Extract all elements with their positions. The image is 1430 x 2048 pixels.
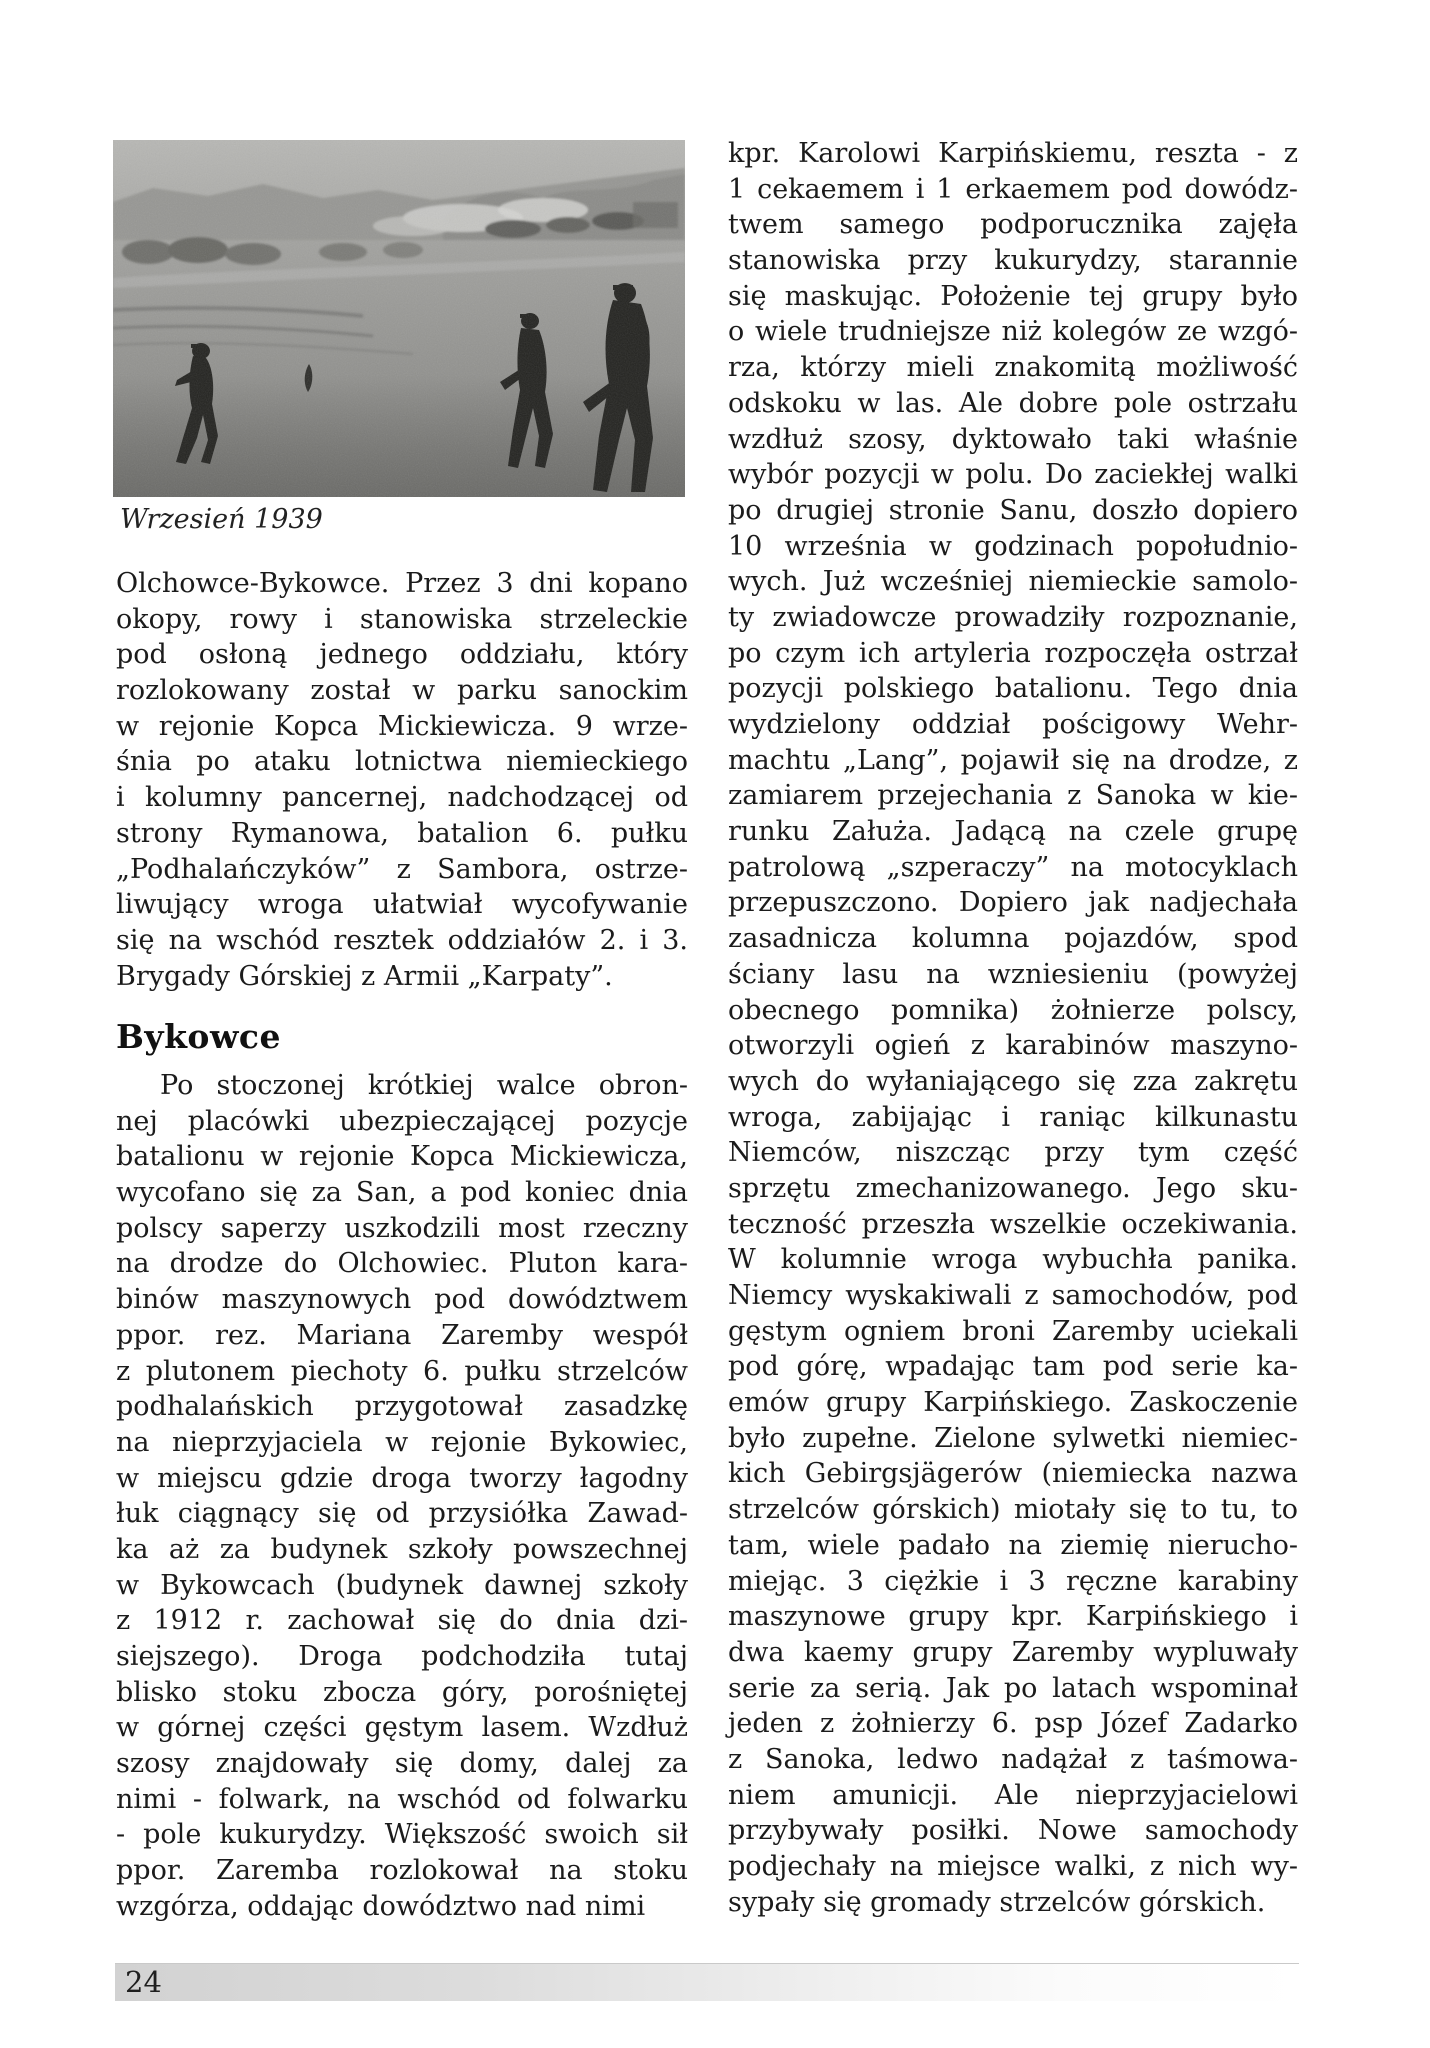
film-grain-overlay (113, 140, 685, 497)
text-line: runku Załuża. Jadącą na czele grupę (728, 816, 1298, 848)
text-line: śnia po ataku lotnictwa niemieckiego (116, 746, 688, 778)
text-line: na nieprzyjaciela w rejonie Bykowiec, (116, 1426, 688, 1458)
text-line: strony Rymanowa, batalion 6. pułku (116, 817, 688, 849)
text-line: okopy, rowy i stanowiska strzeleckie (116, 603, 688, 635)
text-line: rza, którzy mieli znakomitą możliwość (728, 352, 1298, 384)
text-line: wzgórza, oddając dowództwo nad nimi (116, 1890, 646, 1922)
text-line: patrolową „szperaczy” na motocyklach (728, 851, 1298, 883)
text-line: przepuszczono. Dopiero jak nadjechała (728, 887, 1298, 919)
text-line: z 1912 r. zachował się do dnia dzi- (116, 1605, 688, 1637)
text-line: ty zwiadowcze prowadziły rozpoznanie, (728, 601, 1298, 633)
text-line: binów maszynowych pod dowództwem (116, 1284, 688, 1316)
text-line: Po stoczonej krótkiej walce obron- (160, 1070, 688, 1101)
text-line: gęstym ogniem broni Zaremby uciekali (728, 1315, 1298, 1347)
footer-bar (115, 1963, 1299, 2001)
text-line: w górnej części gęstym lasem. Wzdłuż (116, 1712, 688, 1744)
text-line: po czym ich artyleria rozpoczęła ostrzał (728, 637, 1298, 669)
text-line: z Sanoka, ledwo nadążał z taśmowa- (728, 1743, 1298, 1775)
text-line: Brygady Górskiej z Armii „Karpaty”. (116, 960, 613, 992)
text-line: ppor. Zaremba rozlokował na stoku (116, 1855, 688, 1887)
text-line: strzelców górskich) miotały się to tu, to (728, 1494, 1298, 1526)
text-line: ppor. rez. Mariana Zaremby wespół (116, 1319, 688, 1351)
text-line: - pole kukurydzy. Większość swoich sił (116, 1819, 688, 1851)
text-line: nej placówki ubezpieczającej pozycje (116, 1105, 688, 1137)
text-line: Olchowce-Bykowce. Przez 3 dni kopano (116, 568, 688, 599)
text-line: liwujący wroga ułatwiał wycofywanie (116, 889, 688, 921)
text-line: się maskując. Położenie tej grupy było (728, 280, 1298, 312)
text-line: wroga, zabijając i raniąc kilkunastu (728, 1101, 1298, 1133)
paragraph-bykowce-left (116, 1068, 688, 1925)
text-line: jeden z żołnierzy 6. psp Józef Zadarko (728, 1708, 1298, 1740)
text-line: w miejscu gdzie droga tworzy łagodny (116, 1462, 688, 1494)
text-line: stanowiska przy kukurydzy, starannie (728, 245, 1298, 277)
text-line: batalionu w rejonie Kopca Mickiewicza, (116, 1141, 688, 1173)
text-line: rozlokowany został w parku sanockim (116, 675, 688, 707)
text-line: dwa kaemy grupy Zaremby wypluwały (728, 1636, 1298, 1668)
text-line: wych. Już wcześniej niemieckie samolo- (728, 566, 1298, 598)
text-line: nimi - folwark, na wschód od folwarku (116, 1783, 688, 1815)
text-line: kich Gebirgsjägerów (niemiecka nazwa (728, 1458, 1298, 1490)
text-line: sypały się gromady strzelców górskich. (728, 1886, 1266, 1918)
photo-caption: Wrzesień 1939 (120, 504, 323, 535)
text-line: zasadnicza kolumna pojazdów, spod (728, 923, 1298, 955)
text-line: wydzielony oddział pościgowy Wehr- (728, 709, 1298, 740)
photo-image (113, 140, 685, 497)
text-line: pod osłoną jednego oddziału, który (116, 639, 688, 671)
paragraph-olchowce-bykowce (116, 566, 688, 994)
text-line: machtu „Lang”, pojawił się na drodze, z (728, 744, 1298, 776)
text-line: wych do wyłaniającego się zza zakrętu (728, 1065, 1298, 1097)
text-line: polscy saperzy uszkodzili most rzeczny (116, 1212, 688, 1244)
text-line: teczność przeszła wszelkie oczekiwania. (728, 1208, 1298, 1240)
text-line: po drugiej stronie Sanu, doszło dopiero (728, 494, 1298, 526)
text-line: 1 cekaemem i 1 erkaemem pod dowódz- (728, 173, 1298, 205)
section-heading-bykowce: Bykowce (116, 1017, 281, 1056)
text-line: przybywały posiłki. Nowe samochody (728, 1815, 1298, 1847)
text-line: z plutonem piechoty 6. pułku strzelców (116, 1355, 688, 1387)
text-line: w rejonie Kopca Mickiewicza. 9 wrze- (116, 710, 688, 742)
text-line: wycofano się za San, a pod koniec dnia (116, 1177, 688, 1209)
text-line: 10 września w godzinach popołudnio- (728, 530, 1298, 562)
page-number: 24 (125, 1965, 162, 1999)
text-line: miejąc. 3 ciężkie i 3 ręczne karabiny (728, 1565, 1298, 1597)
text-line: podjechały na miejsce walki, z nich wy- (728, 1851, 1298, 1882)
text-line: „Podhalańczyków” z Sambora, ostrze- (116, 853, 688, 885)
text-line: wzdłuż szosy, dyktowało taki właśnie (728, 423, 1298, 455)
text-line: blisko stoku zbocza góry, porośniętej (116, 1676, 688, 1708)
text-line: pozycji polskiego batalionu. Tego dnia (728, 673, 1298, 705)
text-line: łuk ciągnący się od przysiółka Zawad- (116, 1498, 688, 1530)
text-line: było zupełne. Zielone sylwetki niemiec- (728, 1422, 1298, 1454)
text-line: otworzyli ogień z karabinów maszyno- (728, 1030, 1298, 1062)
text-line: siejszego). Droga podchodziła tutaj (116, 1641, 688, 1672)
text-line: na drodze do Olchowiec. Pluton kara- (116, 1248, 688, 1280)
text-line: sprzętu zmechanizowanego. Jego sku- (728, 1172, 1298, 1204)
text-line: Niemców, niszcząc przy tym część (728, 1137, 1298, 1169)
text-line: kpr. Karolowi Karpińskiemu, reszta - z (728, 138, 1298, 169)
photo-figure (113, 140, 685, 497)
text-line: podhalańskich przygotował zasadzkę (116, 1391, 688, 1423)
text-line: niem amunicji. Ale nieprzyjacielowi (728, 1779, 1298, 1811)
text-line: W kolumnie wroga wybuchła panika. (728, 1244, 1298, 1276)
text-line: tam, wiele padało na ziemię nierucho- (728, 1529, 1298, 1561)
text-line: serie za serią. Jak po latach wspominał (728, 1672, 1298, 1704)
text-line: ka aż za budynek szkoły powszechnej (116, 1533, 688, 1565)
text-line: zamiarem przejechania z Sanoka w kie- (728, 780, 1298, 812)
paragraph-bykowce-right (728, 136, 1298, 1920)
text-line: o wiele trudniejsze niż kolegów ze wzgó- (728, 316, 1298, 348)
text-line: i kolumny pancernej, nadchodzącej od (116, 782, 688, 814)
text-line: odskoku w las. Ale dobre pole ostrzału (728, 387, 1298, 419)
text-line: twem samego podporucznika zajęła (728, 209, 1298, 241)
text-line: wybór pozycji w polu. Do zaciekłej walki (728, 459, 1298, 491)
text-line: szosy znajdowały się domy, dalej za (116, 1748, 688, 1780)
text-line: pod górę, wpadając tam pod serie ka- (728, 1351, 1298, 1383)
text-line: Niemcy wyskakiwali z samochodów, pod (728, 1280, 1298, 1311)
text-line: obecnego pomnika) żołnierze polscy, (728, 994, 1298, 1026)
text-line: w Bykowcach (budynek dawnej szkoły (116, 1569, 688, 1601)
text-line: maszynowe grupy kpr. Karpińskiego i (728, 1601, 1298, 1633)
text-line: ściany lasu na wzniesieniu (powyżej (728, 958, 1298, 990)
text-line: emów grupy Karpińskiego. Zaskoczenie (728, 1387, 1298, 1419)
text-line: się na wschód resztek oddziałów 2. i 3. (116, 924, 688, 956)
